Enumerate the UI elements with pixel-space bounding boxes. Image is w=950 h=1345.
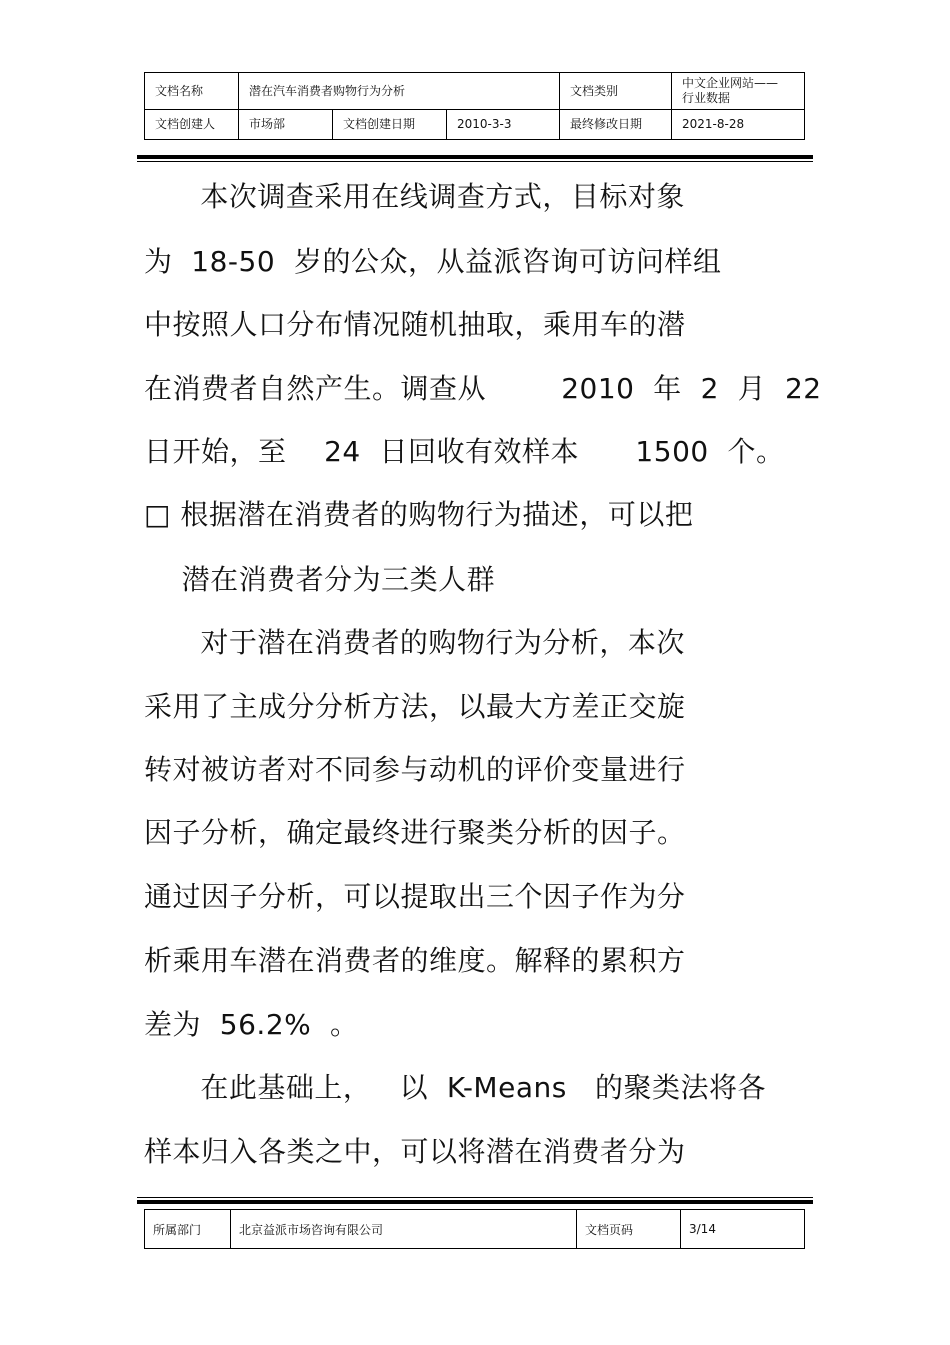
footer-divider-thin — [137, 1197, 813, 1198]
doc-type-value — [672, 73, 805, 110]
dept-label: 所属部门 — [145, 1210, 231, 1249]
header-divider-thin — [137, 161, 813, 162]
body-line: 析乘用车潜在消费者的维度。解释的累积方 — [144, 944, 686, 977]
body-line: 通过因子分析，可以提取出三个因子作为分 — [144, 880, 686, 913]
created-date-label: 文档创建日期 — [333, 110, 447, 140]
doc-name-value: 潜在汽车消费者购物行为分析 — [239, 73, 560, 110]
body-line: 为 18-50 岁的公众，从益派咨询可访问样组 — [144, 245, 722, 278]
page-label: 文档页码 — [577, 1210, 681, 1249]
creator-label: 文档创建人 — [145, 110, 239, 140]
footer-table — [144, 1209, 805, 1249]
creator-value: 市场部 — [239, 110, 333, 140]
body-line: 本次调查采用在线调查方式，目标对象 — [144, 180, 685, 213]
footer-divider-thick — [137, 1200, 813, 1204]
modified-date-label: 最终修改日期 — [560, 110, 672, 140]
header-table — [144, 72, 805, 140]
doc-type-value-line2: 行业数据 — [682, 91, 731, 105]
body-line: 在此基础上， 以 K-Means 的聚类法将各 — [144, 1071, 767, 1104]
body-line: 采用了主成分分析方法，以最大方差正交旋 — [144, 690, 686, 723]
page-number: 3/14 — [681, 1210, 805, 1249]
body-line: 转对被访者对不同参与动机的评价变量进行 — [144, 753, 686, 786]
doc-type-label: 文档类别 — [560, 73, 672, 110]
header-divider-thick — [137, 155, 813, 159]
body-line: 因子分析，确定最终进行聚类分析的因子。 — [144, 816, 686, 849]
body-line: 样本归入各类之中，可以将潜在消费者分为 — [144, 1135, 686, 1168]
body-line: 对于潜在消费者的购物行为分析，本次 — [144, 626, 685, 659]
body-line: 中按照人口分布情况随机抽取，乘用车的潜 — [144, 308, 686, 341]
modified-date-value: 2021-8-28 — [672, 110, 805, 140]
doc-type-value-line1: 中文企业网站—— — [682, 76, 779, 90]
dept-value: 北京益派市场咨询有限公司 — [231, 1210, 577, 1249]
body-line: 在消费者自然产生。调查从 2010 年 2 月 22 — [144, 372, 822, 405]
body-line: 日开始，至 24 日回收有效样本 1500 个。 — [144, 435, 785, 468]
body-line: 差为 56.2% 。 — [144, 1008, 359, 1041]
doc-name-label: 文档名称 — [145, 73, 239, 110]
body-line: □ 根据潜在消费者的购物行为描述，可以把 — [144, 498, 694, 531]
created-date-value: 2010-3-3 — [447, 110, 560, 140]
body-line: 潜在消费者分为三类人群 — [144, 563, 496, 596]
